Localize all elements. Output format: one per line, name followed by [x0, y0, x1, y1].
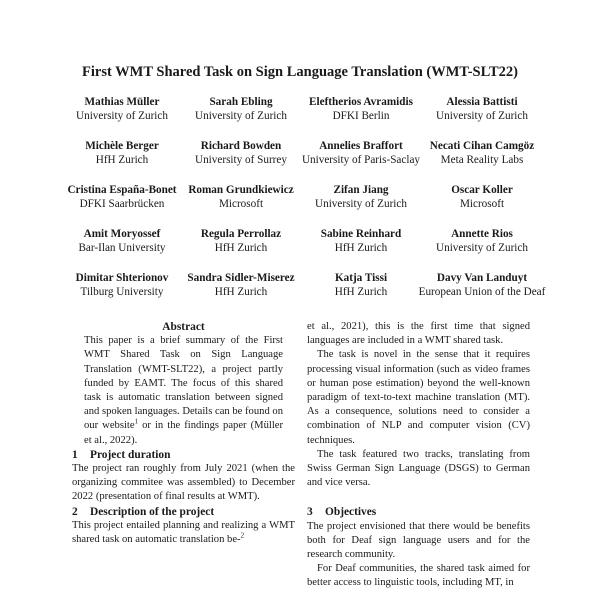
author-affiliation: HfH Zurich [95, 154, 149, 166]
author-name: Richard Bowden [200, 140, 282, 152]
author-block [407, 95, 557, 123]
paper-title: First WMT Shared Task on Sign Language Translation (WMT-SLT22) [82, 64, 518, 80]
author-name: Oscar Koller [451, 184, 513, 196]
footnote-marker: 2 [240, 531, 245, 540]
footnote-marker: 1 [134, 417, 139, 426]
abstract-heading: Abstract [162, 321, 205, 333]
author-affiliation: DFKI Saarbrücken [79, 198, 165, 210]
author-name: Regula Perrollaz [200, 228, 282, 240]
author-name: Katja Tissi [334, 272, 388, 284]
right-column [307, 320, 530, 591]
author-affiliation: European Union of the Deaf [418, 286, 546, 298]
section-text-project-duration: The project ran roughly from July 2021 (when the organizing commitee was assembled) to December 2022 (presentation of final results at WMT). [72, 463, 295, 503]
author-name: Mathias Müller [84, 96, 160, 108]
paragraph: et al., 2021), this is the first time that signed languages are included in a WMT shared task. [307, 321, 530, 347]
author-name: Annette Rios [451, 228, 513, 240]
paragraph: For Deaf communities, the shared task aimed for better access to linguistic tools, including MT, in [307, 563, 530, 589]
author-name: Alessia Battisti [446, 96, 518, 108]
author-affiliation: University of Zurich [315, 198, 407, 210]
author-name: Cristina España-Bonet [67, 184, 177, 196]
author-affiliation: Tilburg University [80, 286, 164, 298]
author-name: Sandra Sidler-Miserez [187, 272, 295, 284]
author-block [407, 227, 557, 255]
author-name: Roman Grundkiewicz [188, 184, 294, 196]
author-name: Annelies Braffort [319, 140, 403, 152]
author-name: Dimitar Shterionov [75, 272, 169, 284]
author-block [407, 139, 557, 167]
author-name: Eleftherios Avramidis [309, 96, 413, 108]
left-column [72, 320, 295, 547]
author-affiliation: DFKI Berlin [332, 110, 390, 122]
author-affiliation: University of Paris-Saclay [301, 154, 421, 166]
paragraph: The project envisioned that there would be benefits both for Deaf sign language users and for the research community. [307, 520, 530, 561]
author-name: Zifan Jiang [333, 184, 389, 196]
author-affiliation: Bar-Ilan University [78, 242, 166, 254]
author-name: Sabine Reinhard [320, 228, 402, 240]
paragraph: The task featured two tracks, translating from Swiss German Sign Language (DSGS) to German and vice versa. [307, 448, 530, 489]
section-heading-description: 2 Description of the project [72, 505, 215, 518]
author-name: Sarah Ebling [209, 96, 273, 108]
author-affiliation: University of Zurich [195, 110, 287, 122]
author-name: Davy Van Landuyt [436, 272, 528, 284]
author-name: Amit Moryossef [83, 228, 161, 240]
section-text-description: This project entailed planning and realizing a WMT shared task on automatic translation be-$^2$ [72, 519, 295, 546]
author-affiliation: HfH Zurich [214, 286, 268, 298]
section-heading-project-duration: 1 Project duration [72, 448, 171, 461]
author-block [407, 183, 557, 211]
abstract-text: This paper is a brief summary of the First WMT Shared Task on Sign Language Translation (WMT-SLT22), a project partly funded by EAMT. The focus of this shared task is automatic translation between signed and spoken languages. Details can be found on our website$^1$ or in the findings paper (Müller et al., 2022). [84, 335, 283, 446]
author-affiliation: Meta Reality Labs [440, 154, 524, 166]
author-affiliation: HfH Zurich [334, 242, 388, 254]
author-affiliation: University of Zurich [436, 110, 528, 122]
author-affiliation: HfH Zurich [334, 286, 388, 298]
author-block [407, 271, 557, 299]
paragraph: The task is novel in the sense that it requires processing visual information (such as video frames or human pose estimation) beyond the well-known paradigm of text-to-text machine translation (MT). As a consequence, solutions need to consider a combination of NLP and computer vision (CV) techniques. [307, 349, 530, 446]
author-name: Necati Cihan Camgöz [429, 140, 535, 152]
author-affiliation: HfH Zurich [214, 242, 268, 254]
author-affiliation: University of Zurich [76, 110, 168, 122]
author-affiliation: Microsoft [218, 198, 264, 210]
author-name: Michèle Berger [85, 140, 159, 152]
author-affiliation: Microsoft [459, 198, 505, 210]
author-affiliation: University of Surrey [195, 154, 287, 166]
section-heading-objectives: 3 Objectives [307, 506, 377, 519]
author-affiliation: University of Zurich [436, 242, 528, 254]
